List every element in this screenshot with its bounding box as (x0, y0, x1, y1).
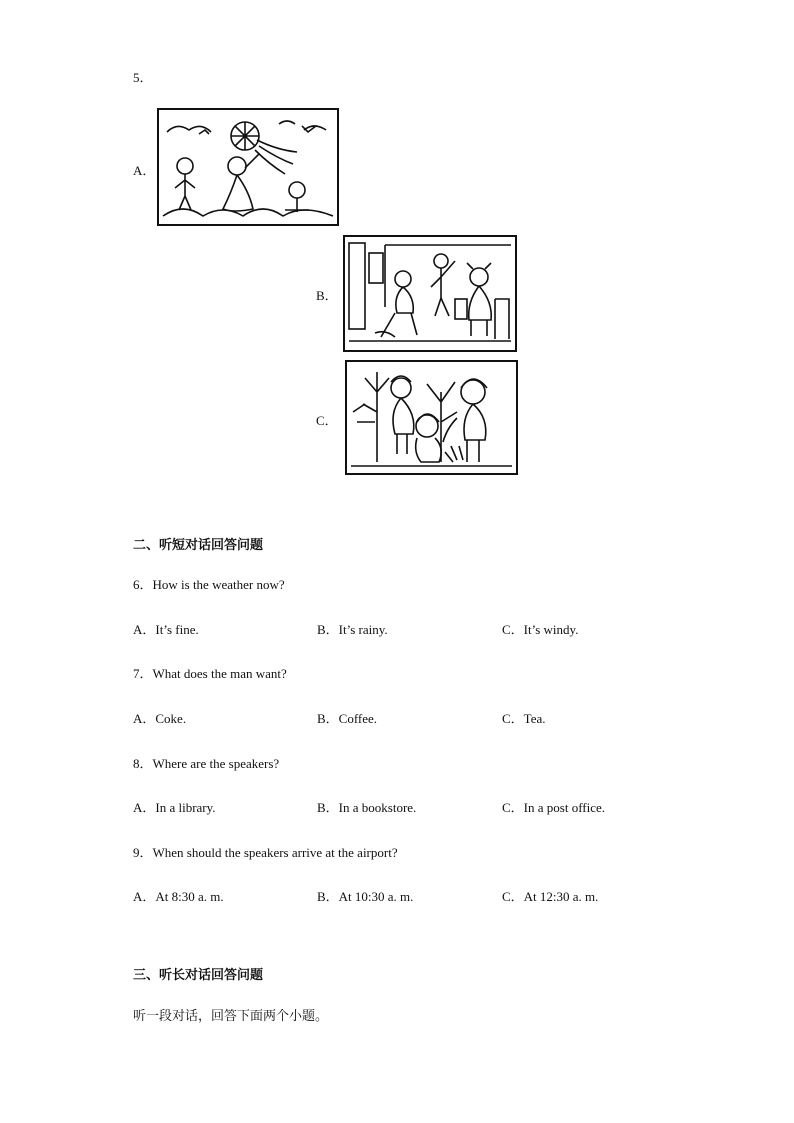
question-8-option-c[interactable]: C．In a post office. (502, 800, 606, 815)
kite-flying-illustration (159, 110, 337, 224)
question-7-option-a[interactable]: A．Coke. (133, 711, 187, 726)
question-6-stem: 6．How is the weather now? (133, 577, 285, 592)
question-8-option-a[interactable]: A．In a library. (133, 800, 216, 815)
section-2-heading: 二、听短对话回答问题 (133, 538, 264, 553)
option-c-label: C． (316, 413, 338, 428)
question-8-option-b[interactable]: B．In a bookstore. (317, 800, 417, 815)
option-b-label: B． (316, 288, 338, 303)
question-6-option-c[interactable]: C．It’s windy. (502, 622, 579, 637)
question-7-option-c[interactable]: C．Tea. (502, 711, 546, 726)
question-5-number: 5． (133, 70, 153, 85)
tree-planting-illustration (347, 362, 516, 473)
question-7-stem: 7．What does the man want? (133, 666, 287, 681)
classroom-cleaning-picture[interactable] (343, 235, 517, 352)
question-6-option-a[interactable]: A．It’s fine. (133, 622, 199, 637)
option-a-label: A． (133, 163, 156, 178)
section-3-instruction: 听一段对话，回答下面两个小题。 (133, 1009, 329, 1024)
question-9-option-a[interactable]: A．At 8:30 a. m. (133, 889, 224, 904)
question-6-option-b[interactable]: B．It’s rainy. (317, 622, 388, 637)
question-9-option-c[interactable]: C．At 12:30 a. m. (502, 889, 599, 904)
question-8-stem: 8．Where are the speakers? (133, 756, 280, 771)
question-7-option-b[interactable]: B．Coffee. (317, 711, 378, 726)
classroom-cleaning-illustration (345, 237, 515, 350)
question-9-option-b[interactable]: B．At 10:30 a. m. (317, 889, 414, 904)
question-9-stem: 9．When should the speakers arrive at the airport? (133, 845, 398, 860)
tree-planting-picture[interactable] (345, 360, 518, 475)
kite-flying-picture[interactable] (157, 108, 339, 226)
section-3-heading: 三、听长对话回答问题 (133, 968, 264, 983)
